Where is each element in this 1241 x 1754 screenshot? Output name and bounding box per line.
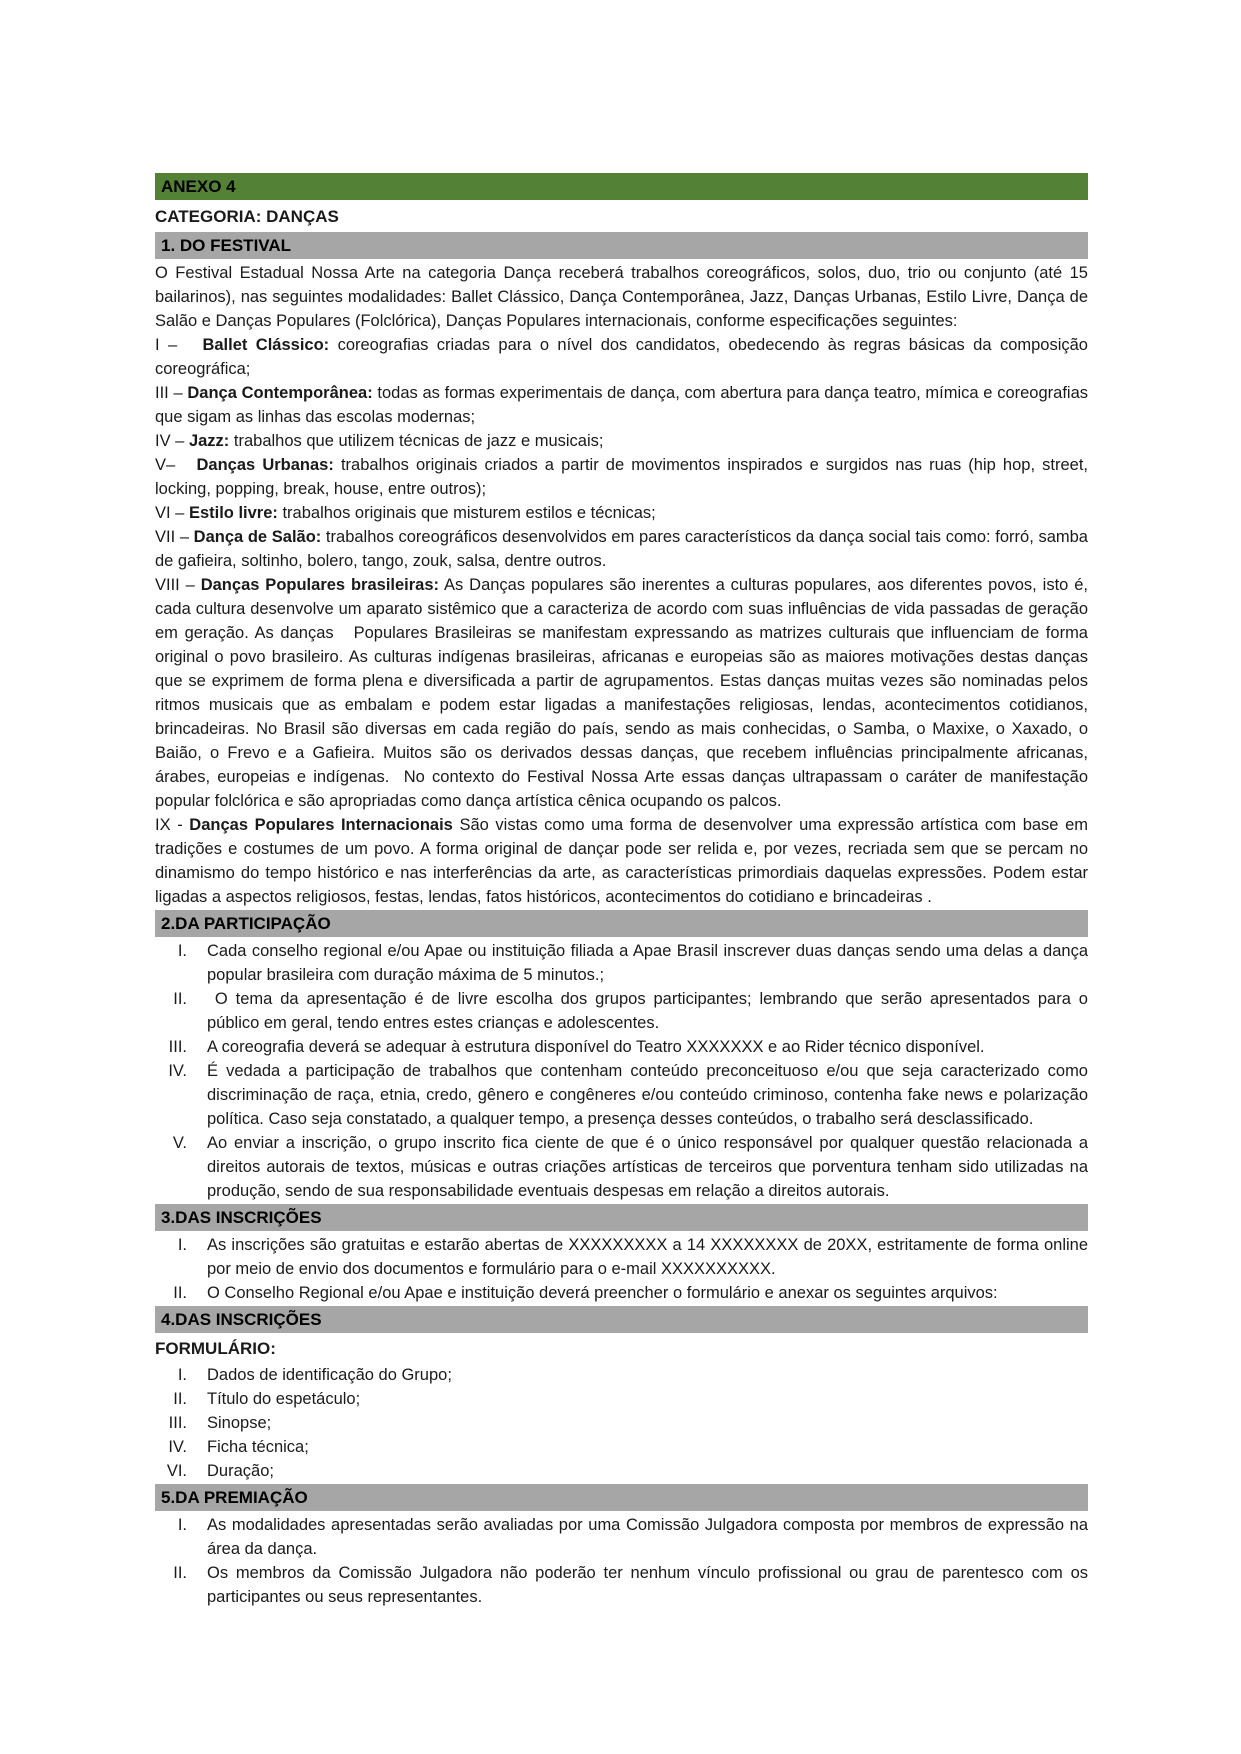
list-item-number: V. <box>172 1134 187 1152</box>
list-item <box>155 1411 1088 1435</box>
list-item-text: Ao enviar a inscrição, o grupo inscrito fica ciente de que é o único responsável por qualquer questão relacionada a direitos autorais de textos, músicas e outras criações artísticas de terceiros que porventura tenham sido utilizadas na produção, sendo de sua responsabilidade eventuais despesas em relação a direitos autorais. <box>207 1134 1088 1200</box>
list-item-number: IV. <box>168 1062 187 1080</box>
list-item-number: II. <box>173 1564 187 1582</box>
festival-item-populares-internacionais <box>155 813 1088 909</box>
list-item-text: As modalidades apresentadas serão avaliadas por uma Comissão Julgadora composta por membros de expressão na área da dança. <box>207 1516 1088 1558</box>
list-item <box>155 1561 1088 1609</box>
list-item <box>155 1363 1088 1387</box>
list-item <box>155 1435 1088 1459</box>
categoria-line: CATEGORIA: DANÇAS <box>155 207 339 226</box>
list-item-text: Título do espetáculo; <box>207 1390 361 1408</box>
anexo-title: ANEXO 4 <box>161 177 236 196</box>
item-text: São vistas como uma forma de desenvolver uma expressão artística com base em tradições e costumes de um povo. A forma original de dançar pode ser relida e, por vezes, recriada sem que se percam no dinamismo do tempo histórico e nas interferências da arte, as características primordiais daquelas expressões. Podem estar ligadas a aspectos religiosos, festas, lendas, fatos históricos, acontecimentos do cotidiano e brincadeiras . <box>155 816 1088 906</box>
section-1-title: 1. DO FESTIVAL <box>161 236 292 255</box>
list-item-number: I. <box>177 1366 187 1384</box>
list-item-text: Cada conselho regional e/ou Apae ou instituição filiada a Apae Brasil inscrever duas danças sendo uma delas a dança popular brasileira com duração máxima de 5 minutos.; <box>207 942 1088 984</box>
item-prefix: IX - <box>155 816 190 834</box>
festival-item-jazz <box>155 429 1088 453</box>
list-item <box>155 1513 1088 1561</box>
item-text: trabalhos coreográficos desenvolvidos em pares característicos da dança social tais como: forró, samba de gafieira, soltinho, bolero, tango, zouk, salsa, dentre outros. <box>155 528 1088 570</box>
festival-item-contemporanea <box>155 381 1088 429</box>
list-item-number: IV. <box>168 1438 187 1456</box>
list-item-number: III. <box>168 1414 187 1432</box>
section-4-header <box>155 1306 1088 1333</box>
item-prefix: I – <box>155 336 203 354</box>
item-name: Dança de Salão: <box>193 528 322 546</box>
section-1-header <box>155 232 1088 259</box>
list-item-text: O Conselho Regional e/ou Apae e instituição deverá preencher o formulário e anexar os seguintes arquivos: <box>207 1284 998 1302</box>
item-name: Ballet Clássico: <box>202 336 330 354</box>
list-item-text: Sinopse; <box>207 1414 272 1432</box>
item-prefix: V– <box>155 456 197 474</box>
formulario-list <box>155 1363 1088 1483</box>
item-name: Danças Populares brasileiras: <box>200 576 440 594</box>
list-item-number: II. <box>173 1284 187 1302</box>
list-item-text: Os membros da Comissão Julgadora não poderão ter nenhum vínculo profissional ou grau de parentesco com os participantes ou seus representantes. <box>207 1564 1088 1606</box>
list-item-number: II. <box>173 1390 187 1408</box>
list-item <box>155 987 1088 1035</box>
list-item <box>155 1035 1088 1059</box>
item-prefix: VIII – <box>155 576 201 594</box>
item-text: todas as formas experimentais de dança, com abertura para dança teatro, mímica e coreografias que sigam as linhas das escolas modernas; <box>155 384 1088 426</box>
item-prefix: III – <box>155 384 188 402</box>
section-5-title: 5.DA PREMIAÇÃO <box>161 1488 308 1507</box>
festival-item-ballet <box>155 333 1088 381</box>
item-text: trabalhos que utilizem técnicas de jazz e musicais; <box>229 432 604 450</box>
section-5-header <box>155 1484 1088 1511</box>
festival-item-populares-brasileiras <box>155 573 1088 813</box>
item-name: Danças Populares Internacionais <box>189 816 453 834</box>
item-prefix: IV – <box>155 432 189 450</box>
festival-item-urbanas <box>155 453 1088 501</box>
list-item-number: II. <box>173 990 187 1008</box>
list-item-text: A coreografia deverá se adequar à estrutura disponível do Teatro XXXXXXX e ao Rider técnico disponível. <box>207 1038 985 1056</box>
section-3-header <box>155 1204 1088 1231</box>
anexo-header-bar <box>155 173 1088 200</box>
list-item <box>155 1459 1088 1483</box>
section-3-title: 3.DAS INSCRIÇÕES <box>161 1208 322 1227</box>
list-item-text: Ficha técnica; <box>207 1438 309 1456</box>
list-item <box>155 939 1088 987</box>
item-text: trabalhos originais criados a partir de movimentos inspirados e surgidos nas ruas (hip hop, street, locking, popping, break, house, entre outros); <box>155 456 1089 498</box>
list-item <box>155 1387 1088 1411</box>
list-item-text: O tema da apresentação é de livre escolha dos grupos participantes; lembrando que serão apresentados para o público em geral, tendo entres estes crianças e adolescentes. <box>207 990 1088 1032</box>
list-item-text: Duração; <box>207 1462 274 1480</box>
festival-item-estilo-livre <box>155 501 1088 525</box>
formulario-label: FORMULÁRIO: <box>155 1339 276 1358</box>
document-content <box>155 172 1088 1609</box>
list-item-text: É vedada a participação de trabalhos que contenham conteúdo preconceituoso e/ou que seja caracterizado como discriminação de raça, etnia, credo, gênero e congêneres e/ou conteúdo criminoso, contenha fake news e polarização política. Caso seja constatado, a qualquer tempo, a presença desses conteúdos, o trabalho será desclassificado. <box>207 1062 1088 1128</box>
section-4-title: 4.DAS INSCRIÇÕES <box>161 1310 322 1329</box>
festival-intro-paragraph: O Festival Estadual Nossa Arte na categoria Dança receberá trabalhos coreográficos, solos, duo, trio ou conjunto (até 15 bailarinos), nas seguintes modalidades: Ballet Clássico, Dança Contemporânea, Jazz, Danças Urbanas, Estilo Livre, Dança de Salão e Danças Populares (Folclórica), Danças Populares internacionais, conforme especificações seguintes: <box>155 264 1088 330</box>
item-name: Jazz: <box>188 432 230 450</box>
list-item <box>155 1281 1088 1305</box>
section-2-title: 2.DA PARTICIPAÇÃO <box>161 914 331 933</box>
list-item <box>155 1131 1088 1203</box>
list-item-number: I. <box>177 942 187 960</box>
item-name: Estilo livre: <box>188 504 278 522</box>
list-item <box>155 1059 1088 1131</box>
item-name: Danças Urbanas: <box>196 456 334 474</box>
list-item-number: I. <box>177 1516 187 1534</box>
list-item-number: I. <box>177 1236 187 1254</box>
section-2-header <box>155 910 1088 937</box>
list-item-number: III. <box>168 1038 187 1056</box>
item-prefix: VI – <box>155 504 189 522</box>
item-text: trabalhos originais que misturem estilos e técnicas; <box>277 504 656 522</box>
list-item <box>155 1233 1088 1281</box>
item-text: As Danças populares são inerentes a culturas populares, aos diferentes povos, isto é, cada cultura desenvolve um aparato sistêmico que a caracteriza de acordo com suas influências de vida passadas de geração em geração. As danças Populares Brasileiras se manifestam expressando as matrizes culturais que influenciam de forma original o povo brasileiro. As culturas indígenas brasileiras, africanas e europeias são as maiores motivações destas danças que se exprimem de forma plena e diversificada a partir de agrupamentos. Estas danças muitas vezes são nominadas pelos ritmos musicais que as embalam e podem estar ligadas a manifestações religiosas, lendas, acontecimentos cotidianos, brincadeiras. No Brasil são diversas em cada região do país, sendo as mais conhecidas, o Samba, o Maxixe, o Xaxado, o Baião, o Frevo e a Gafieira. Muitos são os derivados dessas danças, que recebem influências principalmente africanas, árabes, europeias e indígenas. No contexto do Festival Nossa Arte essas danças ultrapassam o caráter de manifestação popular folclórica e são apropriadas como dança artística cênica ocupando os palcos. <box>155 576 1088 810</box>
inscricoes3-list <box>155 1233 1088 1305</box>
list-item-text: As inscrições são gratuitas e estarão abertas de XXXXXXXXX a 14 XXXXXXXX de 20XX, estritamente de forma online por meio de envio dos documentos e formulário para o e-mail XXXXXXXXXX. <box>207 1236 1088 1278</box>
premiacao-list <box>155 1513 1088 1609</box>
item-name: Dança Contemporânea: <box>187 384 373 402</box>
festival-item-salao <box>155 525 1088 573</box>
list-item-number: VI. <box>166 1462 187 1480</box>
participacao-list <box>155 939 1088 1203</box>
item-prefix: VII – <box>155 528 194 546</box>
item-text: coreografias criadas para o nível dos candidatos, obedecendo às regras básicas da composição coreográfica; <box>155 336 1088 378</box>
list-item-text: Dados de identificação do Grupo; <box>207 1366 452 1384</box>
